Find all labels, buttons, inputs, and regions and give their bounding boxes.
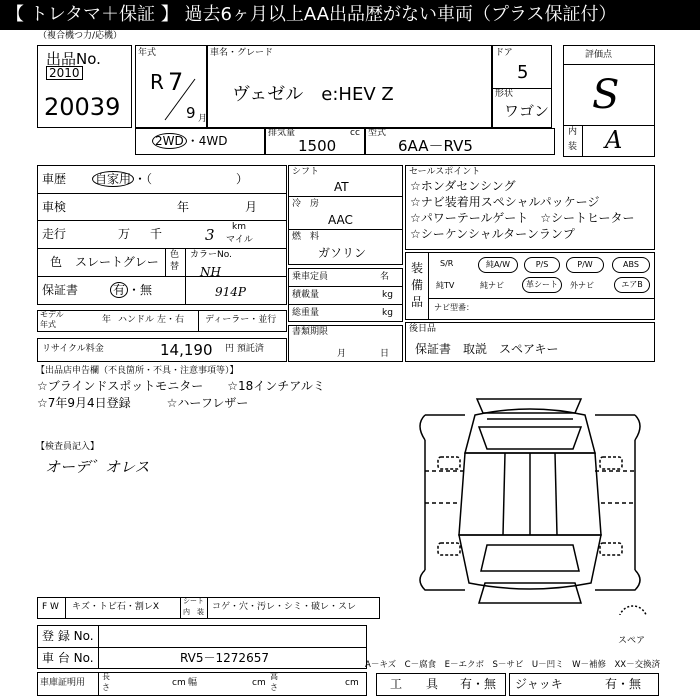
year-value: 7 [168, 68, 184, 96]
warranty-label: 保証書 [42, 283, 79, 297]
fw-label: F W [42, 602, 59, 612]
drive-4wd: ・4WD [186, 134, 228, 148]
deadline-label: 書類期限 [292, 327, 329, 337]
cert-cm-2: cm [252, 678, 266, 688]
equip-power-window: P/W [566, 257, 604, 273]
cert-width-1: 幅 [188, 678, 198, 688]
history-label: 車歴 [42, 172, 67, 186]
door-value: 5 [517, 62, 529, 83]
disp-value: 1500 [298, 137, 337, 155]
equip-airbag: エアB [614, 277, 650, 293]
history-rest: ・（ ） [134, 172, 249, 186]
year-stamp: 2010 [46, 66, 83, 80]
car-diagram [405, 385, 660, 615]
cert-cm-1: cm [172, 678, 186, 688]
equipment-label-3: 品 [411, 295, 424, 309]
color-no-label: カラーNo. [190, 250, 232, 260]
equip-alloy-wheel: 純A/W [478, 257, 518, 273]
tools-value: 有・無 [460, 677, 497, 691]
cert-length-2: さ [102, 683, 110, 692]
fw-text: キズ・トビ石・割レX [72, 602, 159, 612]
capacity-unit: 名 [380, 272, 390, 282]
warranty-yes: 有 [110, 282, 128, 298]
after-value: 保証書 取説 スペアキー [415, 342, 559, 356]
cert-length-1: 長 [102, 672, 110, 681]
inspector-handwritten: オーデ゛オレス [45, 458, 150, 476]
equip-ext-navi: 外ナビ [570, 281, 594, 290]
inspection-year: 年 [177, 200, 190, 214]
lot-number: 20039 [44, 93, 121, 121]
month-unit: 月 [198, 114, 208, 124]
notes-line-1: ☆ブラインドスポットモニター ☆18インチアルミ [37, 379, 325, 393]
handle-value: 左・右 [157, 315, 185, 325]
shift-label: シフト [292, 167, 320, 177]
seat-label-1: シート [183, 597, 204, 605]
cert-height-2: さ [270, 683, 278, 692]
garage-cert-box [37, 672, 367, 696]
recycle-value: 14,190 [160, 341, 213, 359]
lot-label: 出品No. [46, 50, 101, 68]
interior-value: A [605, 126, 623, 154]
ac-value: AAC [328, 213, 353, 227]
jack-label: ジャッキ [515, 677, 563, 691]
title-banner: 【 トレタマ＋保証 】 過去6ヶ月以上AA出品歴がない車両（プラス保証付） [0, 0, 700, 30]
equip-tv: 純TV [436, 281, 455, 290]
recycle-label: リサイクル料金 [42, 344, 104, 354]
deadline-day: 日 [380, 349, 390, 359]
seat-text: コゲ・穴・汚レ・シミ・破レ・スレ [212, 602, 357, 612]
month-value: 9 [186, 104, 196, 122]
inspection-label: 車検 [42, 200, 67, 214]
sales-point-item: ☆ホンダセンシング [410, 179, 516, 193]
shift-value: AT [334, 180, 349, 194]
cert-label: 車庫証明用 [40, 678, 86, 688]
recycle-unit: 円 預託済 [225, 344, 264, 354]
seat-label-2: 内 装 [183, 608, 204, 616]
chassis-label: 車 台 No. [42, 651, 94, 665]
sales-points-label: セールスポイント [409, 167, 481, 177]
disp-label: 排気量 [268, 128, 296, 138]
warranty-no: ・無 [128, 283, 153, 297]
interior-label-1: 内 [568, 127, 578, 137]
mileage-unit-mile: マイル [226, 235, 253, 245]
shape-value: ワゴン [504, 102, 550, 120]
tools-label: 工 具 [390, 677, 439, 691]
equip-sr: S/R [440, 259, 454, 268]
fuel-value: ガソリン [318, 246, 367, 260]
small-note: （複合機つ力/応機） [38, 31, 123, 41]
equipment-label-2: 備 [411, 278, 424, 292]
sales-point-item: ☆ナビ装着用スペシャルパッケージ [410, 195, 600, 209]
sales-point-item: ☆パワーテールゲート ☆シートヒーター [410, 211, 635, 225]
registration-label: 登 録 No. [42, 629, 94, 643]
color-change-2: 替 [170, 262, 180, 272]
capacity-label: 乗車定員 [292, 272, 329, 282]
door-label: ドア [495, 48, 513, 58]
model-year-label-2: 年式 [40, 320, 56, 329]
score-value: S [592, 72, 620, 118]
color-no-value-2: 914P [215, 285, 246, 299]
inspector-label: 【検査員記入】 [36, 442, 100, 452]
damage-legend: A－キズ C－腐食 E－エクボ S－サビ U－凹ミ W－補修 XX－交換済 [365, 660, 661, 670]
after-label: 後日品 [409, 324, 437, 334]
drive-2wd: 2WD [152, 133, 187, 149]
load-label: 積載量 [292, 290, 320, 300]
model-label: 型式 [368, 128, 387, 138]
model-year-label-1: モデル [40, 310, 64, 319]
spare-label: スペア [618, 636, 646, 646]
year-label: 年式 [138, 48, 157, 58]
disp-unit: cc [350, 128, 360, 138]
inspection-month: 月 [245, 200, 258, 214]
notes-line-2: ☆7年9月4日登録 ☆ハーフレザー [37, 396, 249, 410]
interior-label-2: 装 [568, 142, 578, 152]
mileage-value: 3 [205, 226, 215, 244]
deadline-month: 月 [337, 349, 347, 359]
color-change-1: 色 [170, 250, 180, 260]
color-label: 色 [50, 255, 63, 269]
jack-value: 有・無 [605, 677, 642, 691]
weight-label: 総重量 [292, 308, 320, 318]
score-label: 評価点 [585, 50, 613, 60]
cert-height-1: 高 [270, 672, 278, 681]
equip-abs: ABS [612, 257, 650, 273]
equip-navi: 純ナビ [480, 281, 504, 290]
load-unit: kg [382, 290, 393, 300]
fuel-label: 燃 料 [292, 232, 320, 242]
name-label: 車名・グレード [210, 48, 274, 58]
history-value: 自家用 [92, 171, 134, 187]
color-no-value: NH [200, 265, 221, 279]
handle-label: ハンドル [118, 315, 155, 325]
model-year-year: 年 [102, 315, 112, 325]
notes-label: 【出品店申告欄（不良箇所・不具・注意事項等）】 [36, 366, 239, 376]
equip-power-steering: P/S [524, 257, 560, 273]
navi-model-label: ナビ型番： [434, 303, 474, 312]
mileage-man: 万 [118, 227, 131, 241]
color-value: スレートグレー [75, 255, 159, 269]
shape-label: 形状 [495, 89, 514, 99]
equip-leather-seat: 革シート [522, 277, 562, 293]
mileage-unit-km: km [232, 222, 246, 232]
chassis-value: RV5－1272657 [180, 651, 269, 665]
weight-unit: kg [382, 308, 393, 318]
ac-label: 冷 房 [292, 199, 320, 209]
mileage-label: 走行 [42, 227, 67, 241]
sales-point-item: ☆シーケンシャルターンランプ [410, 227, 575, 241]
cert-cm-3: cm [345, 678, 359, 688]
equipment-label-1: 装 [411, 261, 424, 275]
car-name: ヴェゼル e:HEV Z [232, 84, 394, 105]
mileage-sen: 千 [150, 227, 163, 241]
model-value: 6AA－RV5 [398, 137, 473, 155]
dealer-label: ディーラー・並行 [205, 315, 277, 325]
year-era: R [150, 70, 164, 94]
